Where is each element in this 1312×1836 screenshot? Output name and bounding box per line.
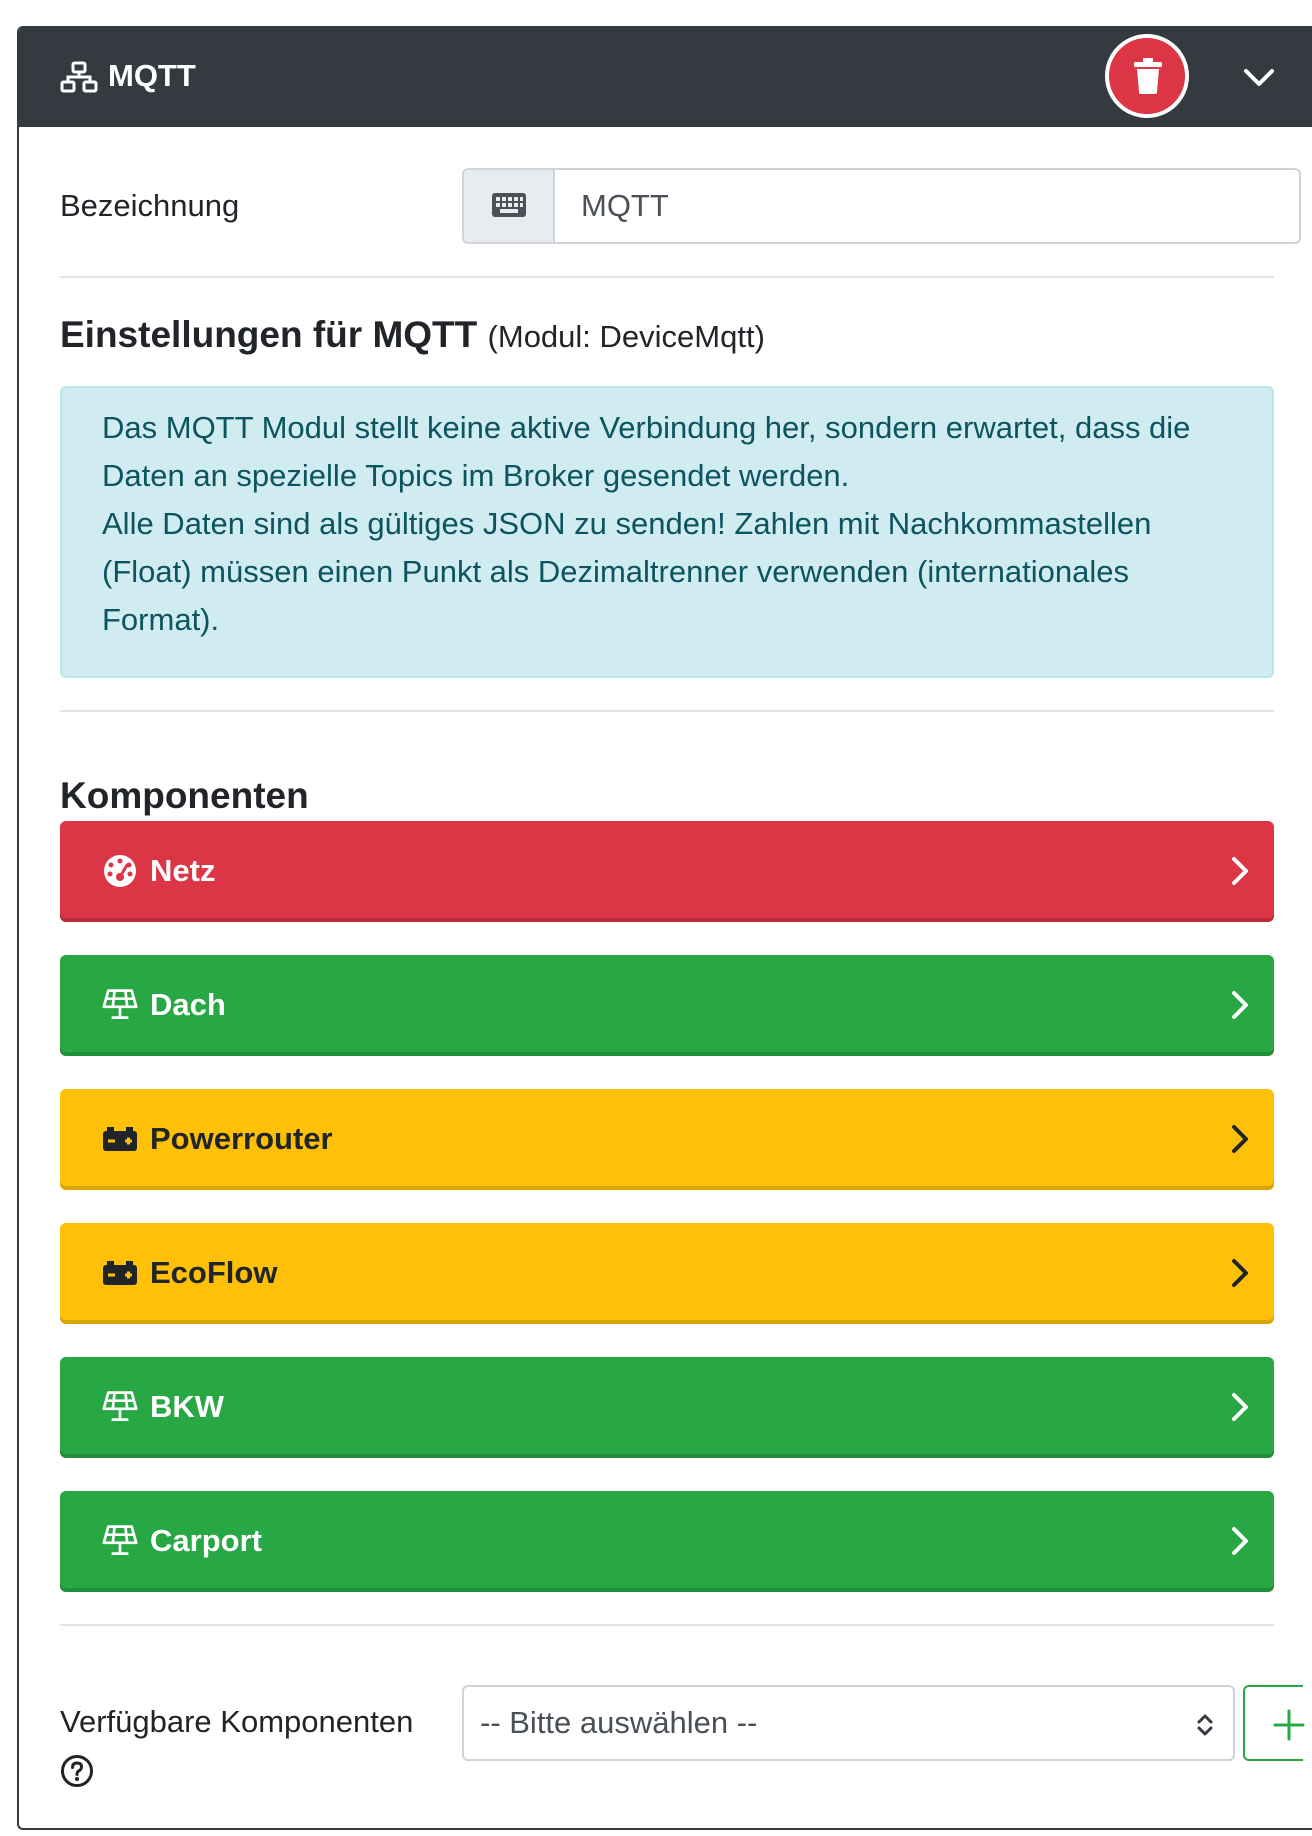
component-label: Powerrouter: [150, 1121, 333, 1156]
bezeichnung-input-group: [462, 168, 1301, 244]
component-powerrouter[interactable]: [60, 1089, 1274, 1190]
battery-icon: [102, 1255, 138, 1291]
info-alert: [60, 386, 1274, 678]
network-icon: [60, 61, 98, 93]
solar-panel-icon: [102, 1389, 138, 1425]
input-addon: [464, 170, 555, 242]
chevron-right-icon: [1230, 1123, 1250, 1155]
available-components-label: Verfügbare Komponenten: [60, 1704, 414, 1739]
component-carport[interactable]: [60, 1491, 1274, 1592]
component-netz[interactable]: [60, 821, 1274, 922]
gauge-icon: [102, 853, 138, 889]
chevron-down-icon[interactable]: [1239, 62, 1279, 92]
bezeichnung-label: Bezeichnung: [60, 188, 240, 223]
card-header[interactable]: [19, 28, 1312, 127]
battery-icon: [102, 1121, 138, 1157]
komponenten-title: Komponenten: [60, 775, 309, 816]
chevron-right-icon: [1230, 855, 1250, 887]
component-label: BKW: [150, 1389, 225, 1424]
settings-title-main: Einstellungen für MQTT: [60, 314, 478, 355]
divider: [60, 276, 1274, 278]
help-icon[interactable]: [60, 1754, 94, 1788]
component-label: Carport: [150, 1523, 262, 1558]
settings-title-module: (Modul: DeviceMqtt): [487, 319, 765, 354]
keyboard-icon: [491, 192, 527, 218]
solar-panel-icon: [102, 987, 138, 1023]
alert-text-2: Alle Daten sind als gültiges JSON zu senden! Zahlen mit Nachkommastellen (Float) müssen einen Punkt als Dezimaltrenner verwenden (internationales Format).: [102, 506, 1152, 637]
bezeichnung-input[interactable]: [557, 170, 1299, 242]
card-title: MQTT: [108, 58, 196, 93]
component-bkw[interactable]: [60, 1357, 1274, 1458]
settings-title: [60, 312, 765, 360]
component-label: Netz: [150, 853, 216, 888]
trash-icon: [1134, 58, 1162, 94]
device-card: [17, 26, 1312, 1830]
delete-button[interactable]: [1105, 34, 1189, 118]
solar-panel-icon: [102, 1523, 138, 1559]
component-label: Dach: [150, 987, 226, 1022]
divider: [60, 710, 1274, 712]
chevron-right-icon: [1230, 989, 1250, 1021]
select-arrows-icon: [1195, 1711, 1215, 1739]
alert-text-1: Das MQTT Modul stellt keine aktive Verbindung her, sondern erwartet, dass die Daten an spezielle Topics im Broker gesendet werden.: [102, 410, 1191, 493]
component-dach[interactable]: [60, 955, 1274, 1056]
plus-icon: [1273, 1709, 1305, 1741]
divider: [60, 1624, 1274, 1626]
add-component-button[interactable]: [1243, 1685, 1303, 1761]
chevron-right-icon: [1230, 1391, 1250, 1423]
select-value: -- Bitte auswählen --: [480, 1705, 758, 1740]
component-select[interactable]: [462, 1685, 1235, 1761]
chevron-right-icon: [1230, 1257, 1250, 1289]
chevron-right-icon: [1230, 1525, 1250, 1557]
component-label: EcoFlow: [150, 1255, 278, 1290]
component-ecoflow[interactable]: [60, 1223, 1274, 1324]
